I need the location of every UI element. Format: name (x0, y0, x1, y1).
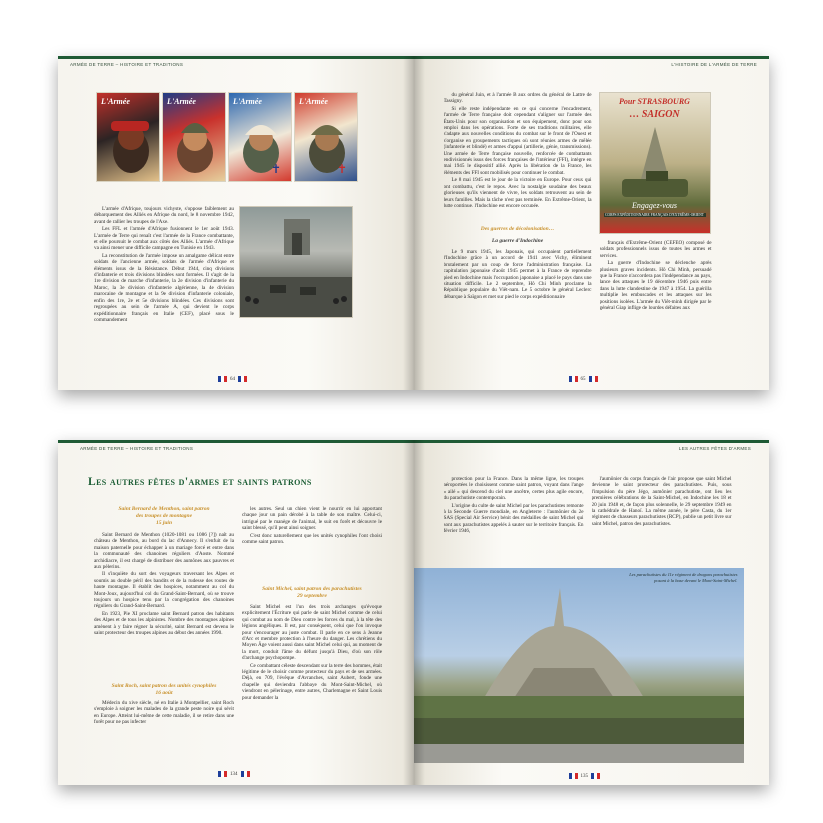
poster-line-4: CORPS EXPÉDITIONNAIRE FRANÇAIS D'EXTRÊME-ORIENT (605, 213, 704, 217)
poster-soldier-icon (97, 93, 159, 181)
text-column-2 (242, 506, 382, 578)
bottom-book-spread (58, 440, 769, 785)
subhead-line: Saint Bernard de Menthon, saint patron (118, 506, 210, 512)
poster-title: L'Armée (167, 97, 196, 106)
page-number: 135 (580, 773, 588, 779)
paragraph: La guerre d'Indochine se déclenche après plusieurs graves incidents. Hô Chi Minh, persuadé que la France n'accordera pas l'indépendance au pays, lance des attaques le 19 décembre 1946 puis entre dans la lutte clandestine de 1947 à 1954. La guérilla multiplie les embuscades et les attaques sur les positions isolées. L'armée du Viêt-minh dirigée par le général Giap inflige de lourdes défaites aux (599, 260, 712, 312)
french-flag-icon (218, 376, 227, 382)
paragraph: Saint Michel est l'un des trois archanges qu'évoque explicitement l'Écriture qui parle de saint Michel comme de celui qui combat au nom de Dieu contre les forces du mal, à la tête des légions angéliques. Il est, par conséquent, celui que l'on invoque pour s'encourager au juste combat. Il parle en ce sens à Jeanne d'Arc et membre protection à l'heure du danger. Les chrétiens du Moyen Âge voient aussi dans saint Michel celui qui, au moment de la mort, conduit l'âme du défunt jusqu'à Dieu, d'où son rôle d'archange psychopompe. (242, 604, 382, 662)
tank-temple-icon (600, 93, 710, 233)
page-65 (414, 56, 770, 390)
paragraph: Les FFL et l'armée d'Afrique fusionnent le 1er août 1943. L'armée de Terre qui renaît c'est l'armée de la France combattante, et elle poursuit le combat aux côtés des Alliés. L'armée d'Afrique va ainsi mener une difficile campagne en Tunisie en 1943. (94, 226, 234, 252)
french-flag-icon (591, 773, 600, 779)
paragraph: L'armée d'Afrique, toujours vichyste, s'oppose faiblement au débarquement des Alliés en Afrique du nord, le 8 novembre 1942, avant de rallier les troupes de l'Axe. (94, 206, 234, 225)
page-number: 65 (580, 376, 586, 382)
armee-poster-2 (162, 92, 226, 182)
poster-title: L'Armée (101, 97, 130, 106)
poster-line-1: Pour STRASBOURG (619, 97, 690, 106)
paragraph: L'origine du culte de saint Michel par les parachutistes remonte à la Seconde Guerre mondiale, en Angleterre : l'aumônier du 2e SAS (Special Air Service) bénit des médailles de saint Michel qui sont aux parachutistes appelés à sauter sur le territoire français. En février 1946, (443, 502, 584, 535)
strasbourg-saigon-poster (599, 92, 711, 234)
folio-right (569, 376, 598, 382)
poster-soldier-icon (295, 93, 357, 181)
page-64 (58, 56, 414, 390)
folio-left (218, 771, 250, 777)
paragraph: protection pour la France. Dans la même ligne, les troupes aéroportées le choisissent comme saint patron, voyant dans l'ange « ailé » qui descend du ciel une ancêtre, certes plus agile encore, du parachutiste contemporain. (443, 476, 584, 502)
section-title: Les autres fêtes d'armes et saints patrons (88, 476, 312, 488)
poster-title: L'Armée (233, 97, 262, 106)
paragraph: Médecin du xive siècle, né en Italie à Montpellier, saint Roch s'emploie à soigner les malades de la grande peste noire qui sévit en Europe. Atteint lui-même de cette maladie, il se retire dans une forêt pour ne pas infecter (94, 700, 234, 726)
text-column-left (94, 206, 234, 366)
subhead-line: Saint Michel, saint patron des parachutistes (262, 586, 362, 592)
paragraph: La reconstitution de l'armée impose un amalgame délicat entre soldats de l'ancienne armée, soldats de l'armée d'Afrique et éléments issus de la Résistance. Début 1944, cinq divisions d'infanterie et trois divisions blindées sont formées. Il s'agit de la 1re division de marche d'infanterie, la 2e division d'infanterie du Maroc, la 3e division d'infanterie algérienne, la 4e division marocaine de montagne et la 9e division d'infanterie coloniale, enfin des 1re, 2e et 5e divisions blindées. Ces divisions sont regroupées au sein de l'armée A, qui devient le corps expéditionnaire français en Italie (CEF), placé sous le commandement (94, 252, 234, 323)
subhead-saint-roch (94, 683, 234, 697)
text-column-1 (444, 476, 584, 576)
running-head-right: L'HISTOIRE DE L'ARMÉE DE TERRE (671, 62, 757, 67)
armee-poster-4 (294, 92, 358, 182)
text-column-2 (600, 240, 712, 370)
running-head-left: ARMÉE DE TERRE – HISTOIRE ET TRADITIONS (80, 446, 194, 451)
mont-saint-michel-icon (414, 568, 744, 763)
running-head-right: LES AUTRES FÊTES D'ARMES (678, 446, 751, 451)
subhead-decolonisation: Des guerres de décolonisation… (480, 226, 555, 232)
subhead-saint-michel (242, 586, 382, 600)
armee-poster-1 (96, 92, 160, 182)
page-134 (58, 440, 414, 785)
header-band (58, 440, 414, 443)
armee-poster-3 (228, 92, 292, 182)
paragraph: Ce combattant céleste descendant sur la terre des hommes, était légitime de le choisir comme protecteur du pays et de ses armées. Déjà, en 709, l'évêque d'Avranches, saint Aubert, fonde une chapelle qui deviendra l'abbaye du Mont-Saint-Michel, où viendront en pèlerinage, entre autres, Charlemagne et Saint Louis pour demander la (242, 662, 382, 701)
french-flag-icon (238, 376, 247, 382)
parade-photo-icon (240, 207, 352, 317)
paragraph: français d'Extrême-Orient (CEFEO) composé de soldats professionnels issus de toutes les armes et services. (599, 240, 712, 259)
header-band (414, 56, 770, 59)
paragraph: Si elle reste indépendante en ce qui concerne l'encadrement, l'armée de Terre française doit cependant s'aligner sur l'armée des États-Unis pour son organisation et son équipement, donc pour son emploi dans les opérations. Forte de ses traditions militaires, elle s'adapte aux nouvelles conditions du combat sur le front de l'Ouest et s'organise en groupements tactiques où sont réunies armes de mêlée (infanterie et blindé) et armes d'appui (artillerie, génie, transmissions). Une armée de Terre française nouvelle, renforcée de combattants endivisionnés issus des forces françaises de l'intérieur (FFI), intègre en mai 1945 le dispositif allié. Après la libération de la France, les éléments des FFI sont mobilisés pour continuer le combat. (443, 105, 592, 176)
french-flag-icon (218, 771, 227, 777)
header-band (58, 56, 414, 59)
french-flag-icon (569, 773, 578, 779)
subhead-indochine: La guerre d'Indochine (491, 238, 544, 244)
subhead-saint-bernard (94, 506, 234, 527)
svg-text:✝: ✝ (271, 162, 282, 176)
svg-text:✝: ✝ (337, 162, 348, 176)
paragraph: les autres. Seul un chien vient le nourrir en lui apportant chaque jour un pain dérobé à la table de son maître. Celui-ci, intrigué par le manège de l'animal, le suit en forêt et découvre le saint blessé, qu'il peut ainsi soigner. (242, 506, 382, 532)
paragraph: Il s'inquiète du sort des voyageurs traversant les Alpes et soumis au double péril des bandits et de la rudesse des routes de haute montagne. Il établit des hospices, notamment au col du Mont-Joux, aujourd'hui col du Grand-Saint-Bernard, où se trouve toujours un hospice tenu par la congrégation des chanoines réguliers du Grand-Saint-Bernard. (94, 571, 234, 610)
mont-saint-michel-photo (414, 568, 744, 763)
paragraph: Le 8 mai 1945 est le jour de la victoire en Europe. Pour ceux qui ont combattu, c'est le repos. Avec la nostalgie soudaine des beaux glorieuses qu'ils viennent de vivre, les soldats retrouvent au sein de leurs familles. Mais la tâche n'est pas terminée. En Extrême-Orient, la lutte continue, l'Indochine est encore occupée. (443, 177, 592, 207)
folio-left (218, 376, 247, 382)
header-band (414, 440, 770, 443)
paragraph: C'est donc naturellement que les unités cynophiles l'ont choisi comme saint patron. (242, 532, 382, 546)
arc-de-triomphe-photo (239, 206, 353, 318)
folio-right (569, 773, 601, 779)
page-number: 134 (230, 771, 238, 777)
poster-line-3: Engagez-vous (632, 201, 677, 210)
page-135 (414, 440, 770, 785)
subhead-line: 16 août (155, 690, 173, 696)
top-book-spread (58, 56, 769, 390)
french-flag-icon (241, 771, 250, 777)
poster-soldier-icon (229, 93, 291, 181)
paragraph: l'aumônier du corps français de l'air propose que saint Michel devienne le saint protecteur des parachutistes. Puis, sous l'impulsion du père Jégo, aumônier parachutiste, ont lieu les premières célébrations de la Saint-Michel, en Indochine les 18 et 20 juin 1948 et, de façon plus solennelle, le 29 septembre 1949 en la cathédrale de Hanoï. La même année, le père Casta, du 1er régiment de chasseurs parachutistes (RCP), publie un petit livre sur saint Michel, patron des parachutistes. (591, 476, 732, 527)
french-flag-icon (569, 376, 578, 382)
paragraph: En 1923, Pie XI proclame saint Bernard patron des habitants des Alpes et de tous les alpinistes. Nombre des montagnes alpines amènent à y faire régner la sécurité, saint Bernard est devenu le saint protecteur des troupes alpines au début des années 1990. (94, 610, 234, 637)
poster-soldier-icon (163, 93, 225, 181)
french-flag-icon (589, 376, 598, 382)
text-column-2b (242, 604, 382, 758)
page-number: 64 (230, 376, 235, 382)
text-column-2 (592, 476, 732, 576)
poster-title: L'Armée (299, 97, 328, 106)
poster-line-2: … SAIGON (629, 109, 680, 120)
subhead-line: 15 juin (155, 520, 173, 526)
subhead-line: 29 septembre (297, 593, 327, 599)
paragraph: Le 9 mars 1945, les Japonais, qui occupaient partiellement l'Indochine grâce à un accord de 1941 avec Vichy, éliminent brutalement par un coup de force l'administration française. La capitulation japonaise d'août 1945 permet à la France de reprendre pied en Indochine mais l'occupation japonaise a placé le pays dans une situation difficile. Le 2 septembre, Hô Chi Minh proclame la République populaire du Viêt-nam. Le 5 octobre le général Leclerc débarque à Saïgon et met sur pied le corps expéditionnaire (443, 249, 592, 300)
text-column-1 (444, 92, 592, 207)
running-head-left: ARMÉE DE TERRE – HISTOIRE ET TRADITIONS (70, 62, 184, 67)
subhead-line: Saint Roch, saint patron des unités cynophiles (111, 683, 217, 689)
subhead-line: des troupes de montagne (135, 513, 193, 519)
text-column-1 (94, 532, 234, 682)
paragraph: du général Juin, et à l'armée B aux ordres du général de Lattre de Tassigny. (443, 92, 592, 105)
paragraph: Saint Bernard de Menthon (1020-1081 ou 1086 [?]) naît au château de Menthon, au bord du lac d'Annecy. Il s'enfuit de la maison paternelle pour échapper à un mariage forcé et entre dans la communauté des chanoines réguliers d'Aoste. Nommé archidiacre, il est chargé de distribuer des aumônes aux pauvres et aux pèlerins. (94, 532, 234, 571)
text-column-1b (94, 700, 234, 758)
photo-caption: Les parachutistes du 11e régiment de dragons parachutistes posant à la base devant le Mont-Saint-Michel. (629, 572, 738, 583)
text-column-1b (444, 249, 592, 371)
